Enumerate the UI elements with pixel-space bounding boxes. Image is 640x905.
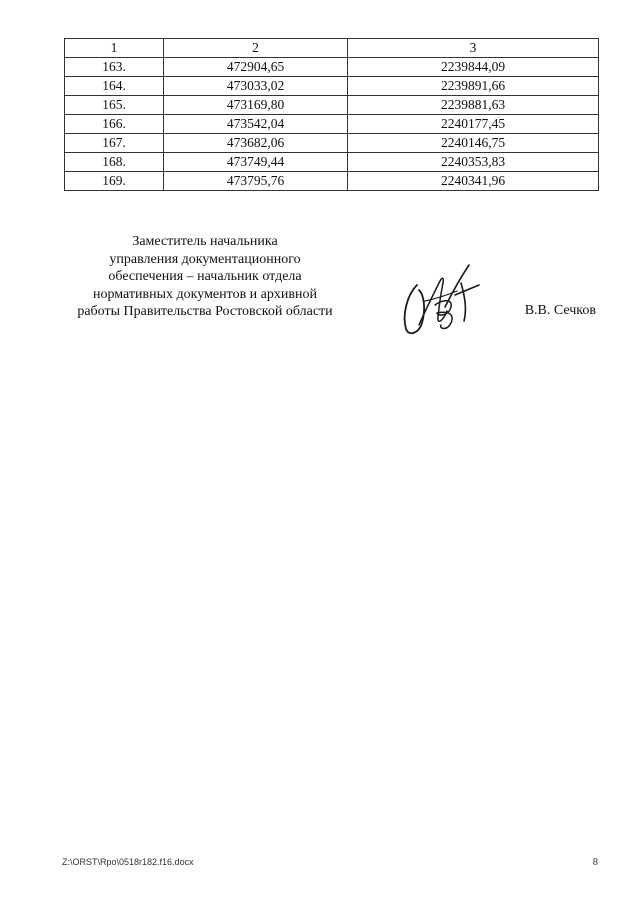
y-coordinate: 2239891,66 (348, 77, 599, 96)
y-coordinate: 2240353,83 (348, 153, 599, 172)
x-coordinate: 472904,65 (164, 58, 348, 77)
table-row (65, 58, 599, 77)
header-cell-x: 2 (164, 39, 348, 58)
x-coordinate: 473169,80 (164, 96, 348, 115)
point-number: 169. (65, 172, 164, 191)
header-cell-number: 1 (65, 39, 164, 58)
position-line: управления документационного (109, 251, 301, 267)
table-row (65, 77, 599, 96)
table-row (65, 96, 599, 115)
position-line: работы Правительства Ростовской области (77, 304, 333, 319)
x-coordinate: 473682,06 (164, 134, 348, 153)
point-number: 164. (65, 77, 164, 96)
point-number: 165. (65, 96, 164, 115)
signer-name: В.В. Сечков (524, 303, 596, 318)
x-coordinate: 473033,02 (164, 77, 348, 96)
position-line: обеспечения – начальник отдела (108, 269, 302, 284)
document-file-path: Z:\ORST\Rpo\0518r182.f16.docx (62, 857, 194, 867)
x-coordinate: 473795,76 (164, 172, 348, 191)
y-coordinate: 2239881,63 (348, 96, 599, 115)
table-row (65, 134, 599, 153)
x-coordinate: 473749,44 (164, 153, 348, 172)
table-row (65, 153, 599, 172)
handwritten-signature-icon (395, 255, 485, 345)
header-cell-y: 3 (348, 39, 599, 58)
coordinates-table (64, 38, 599, 191)
y-coordinate: 2240177,45 (348, 115, 599, 134)
signatory-position (60, 233, 350, 321)
y-coordinate: 2239844,09 (348, 58, 599, 77)
point-number: 168. (65, 153, 164, 172)
point-number: 163. (65, 58, 164, 77)
table-row (65, 172, 599, 191)
point-number: 166. (65, 115, 164, 134)
position-line: Заместитель начальника (132, 234, 278, 249)
x-coordinate: 473542,04 (164, 115, 348, 134)
table-row (65, 115, 599, 134)
table-header-row (65, 39, 599, 58)
y-coordinate: 2240341,96 (348, 172, 599, 191)
page-number: 8 (592, 857, 598, 868)
point-number: 167. (65, 134, 164, 153)
position-line: нормативных документов и архивной (93, 286, 317, 302)
y-coordinate: 2240146,75 (348, 134, 599, 153)
